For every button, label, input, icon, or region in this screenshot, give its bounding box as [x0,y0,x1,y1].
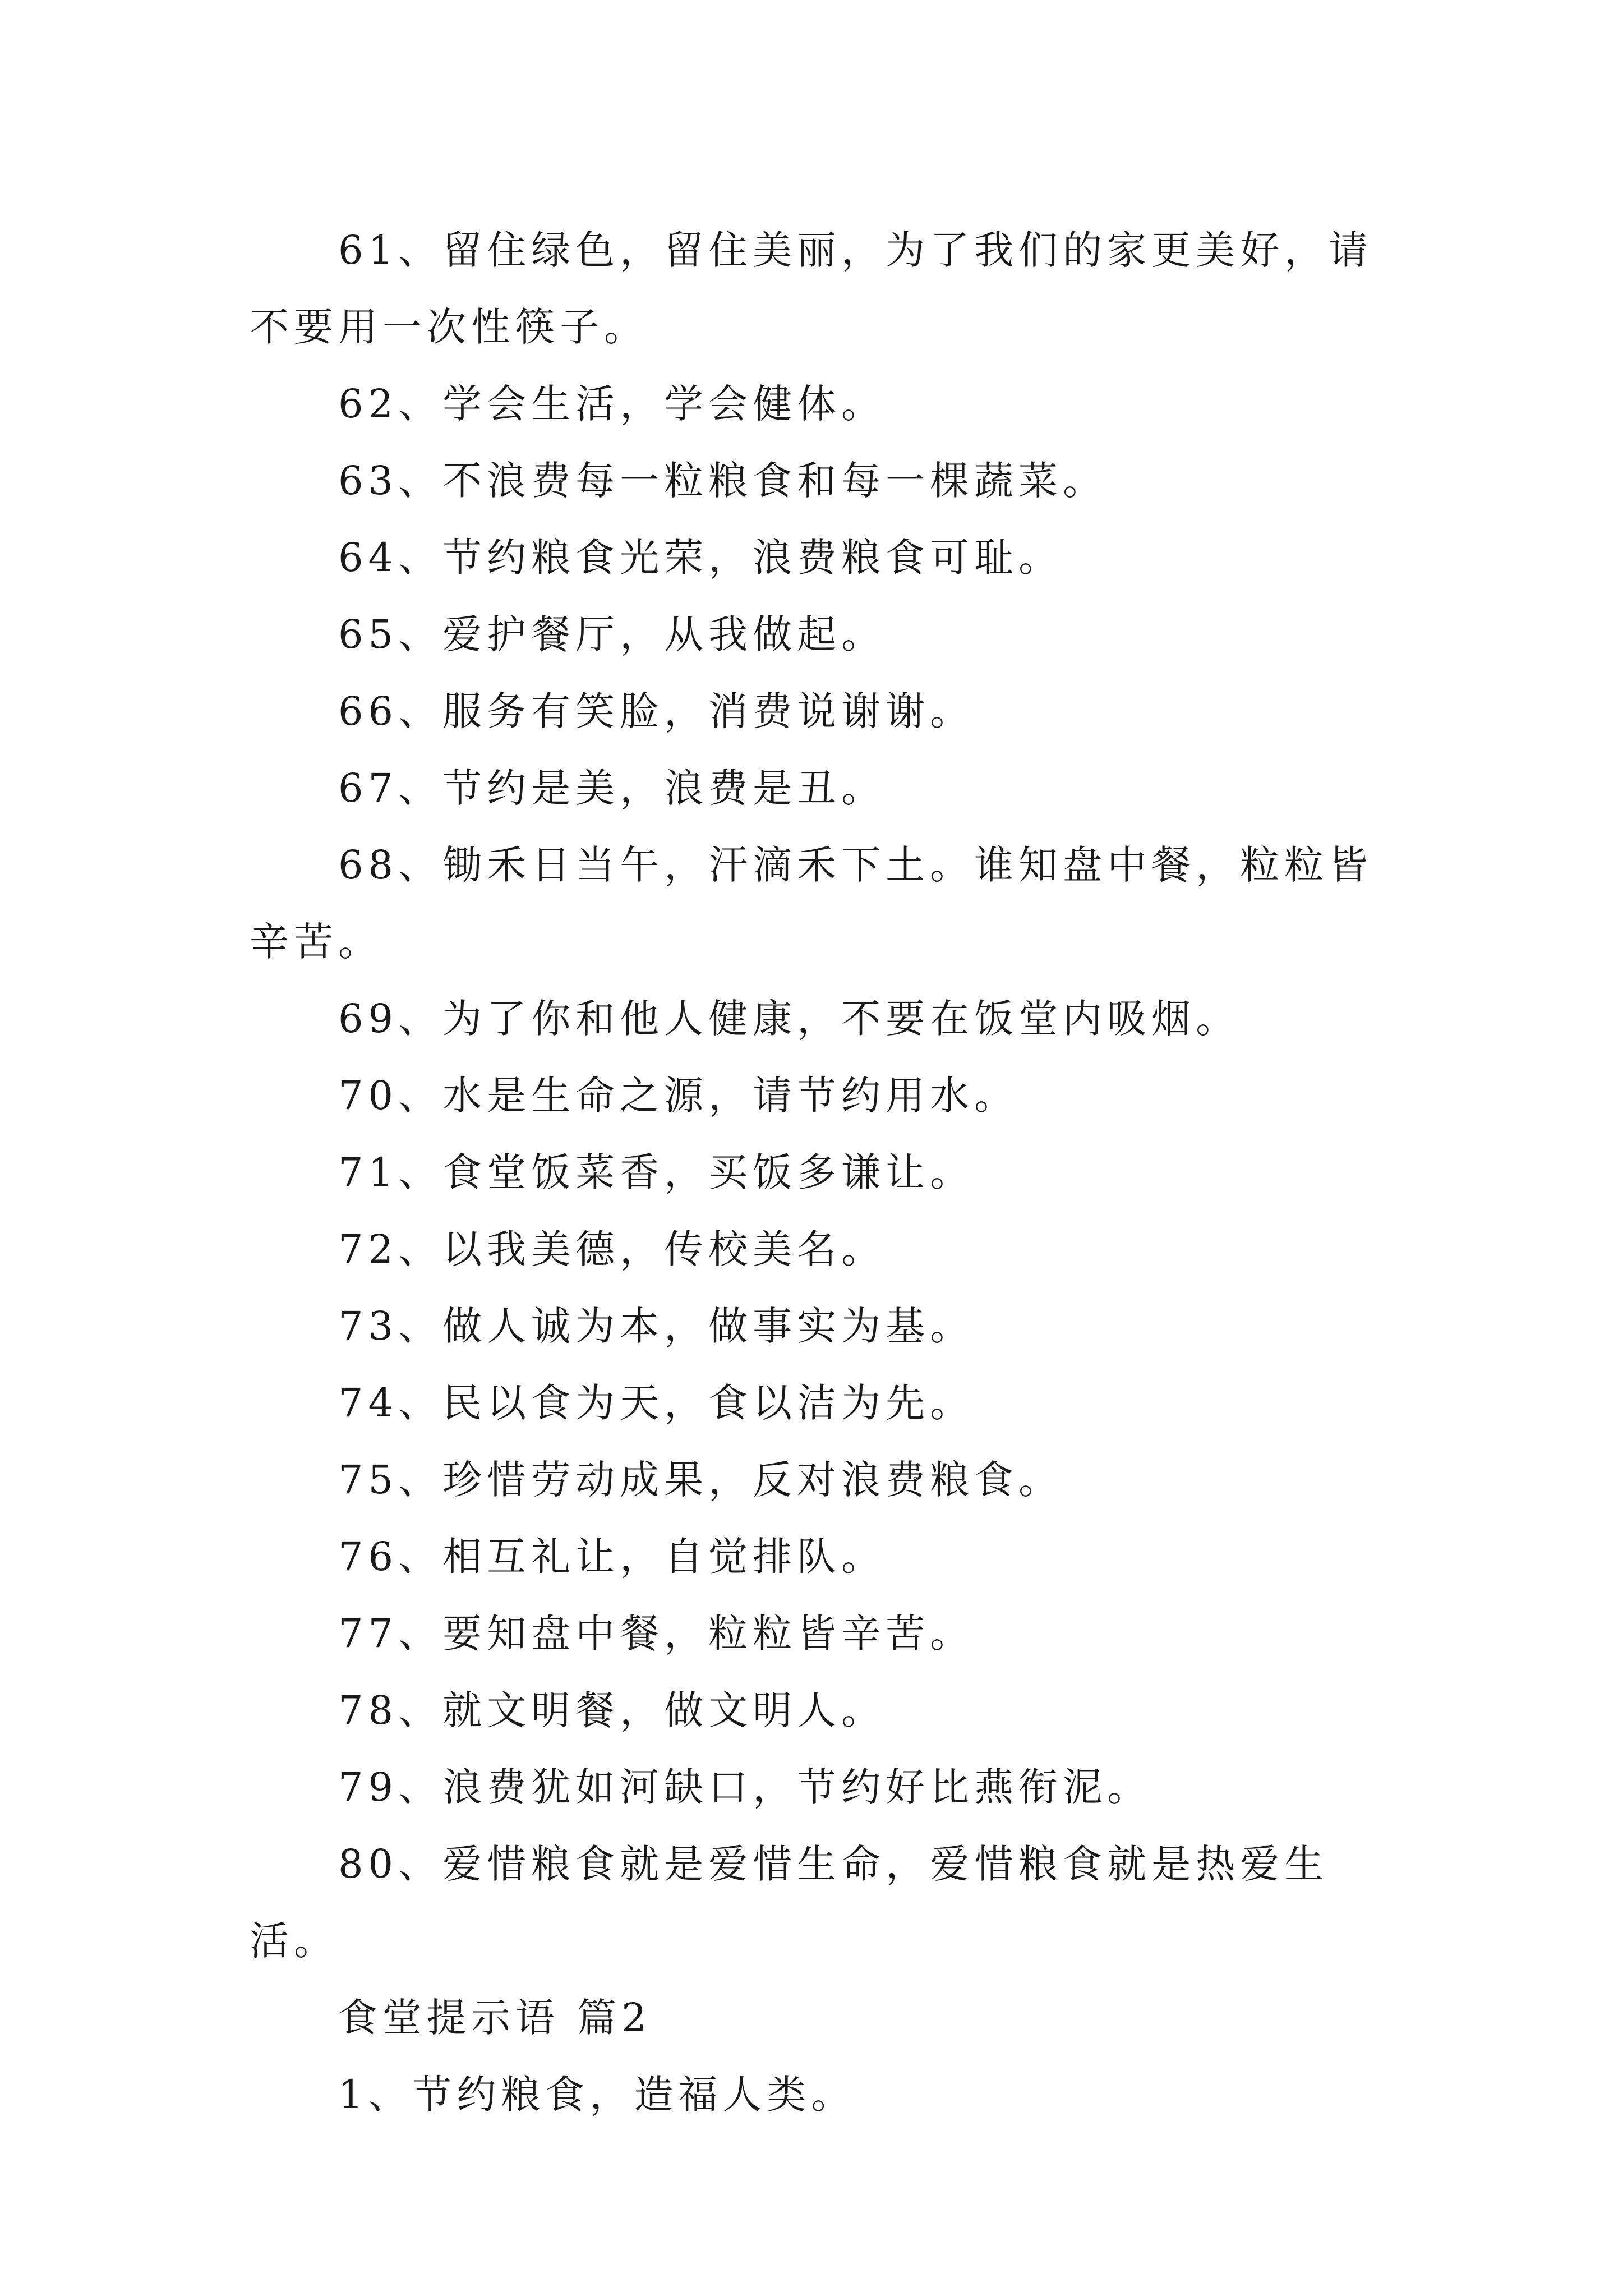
document-body [250,212,1388,2133]
paragraph-68: 68、锄禾日当午，汗滴禾下土。谁知盘中餐，粒粒皆辛苦。 [250,842,1373,965]
paragraph-72: 72、以我美德，传校美名。 [338,1226,886,1272]
paragraph-63: 63、不浪费每一粒粮食和每一棵蔬菜。 [338,458,1108,504]
paragraph-1: 1、节约粮食，造福人类。 [338,2072,856,2118]
paragraph-64: 64、节约粮食光荣，浪费粮食可耻。 [338,535,1063,581]
paragraph-75: 75、珍惜劳动成果，反对浪费粮食。 [338,1457,1063,1503]
paragraph-61: 61、留住绿色，留住美丽，为了我们的家更美好，请不要用一次性筷子。 [250,227,1373,350]
paragraph-74: 74、民以食为天，食以洁为先。 [338,1380,975,1426]
paragraph-80: 80、爱惜粮食就是爱惜生命，爱惜粮食就是热爱生活。 [250,1841,1329,1964]
paragraph-62: 62、学会生活，学会健体。 [338,381,886,427]
paragraph-69: 69、为了你和他人健康，不要在饭堂内吸烟。 [338,996,1241,1042]
paragraph-66: 66、服务有笑脸，消费说谢谢。 [338,688,975,734]
paragraph-71: 71、食堂饭菜香，买饭多谦让。 [338,1149,975,1195]
paragraph-79: 79、浪费犹如河缺口，节约好比燕衔泥。 [338,1764,1152,1810]
paragraph-73: 73、做人诚为本，做事实为基。 [338,1303,975,1349]
section-heading: 食堂提示语 篇2 [338,1995,652,2041]
paragraph-70: 70、水是生命之源，请节约用水。 [338,1073,1019,1119]
paragraph-76: 76、相互礼让，自觉排队。 [338,1534,886,1580]
paragraph-78: 78、就文明餐，做文明人。 [338,1687,886,1733]
paragraph-65: 65、爱护餐厅，从我做起。 [338,611,886,657]
paragraph-67: 67、节约是美，浪费是丑。 [338,765,886,811]
paragraph-77: 77、要知盘中餐，粒粒皆辛苦。 [338,1611,975,1657]
